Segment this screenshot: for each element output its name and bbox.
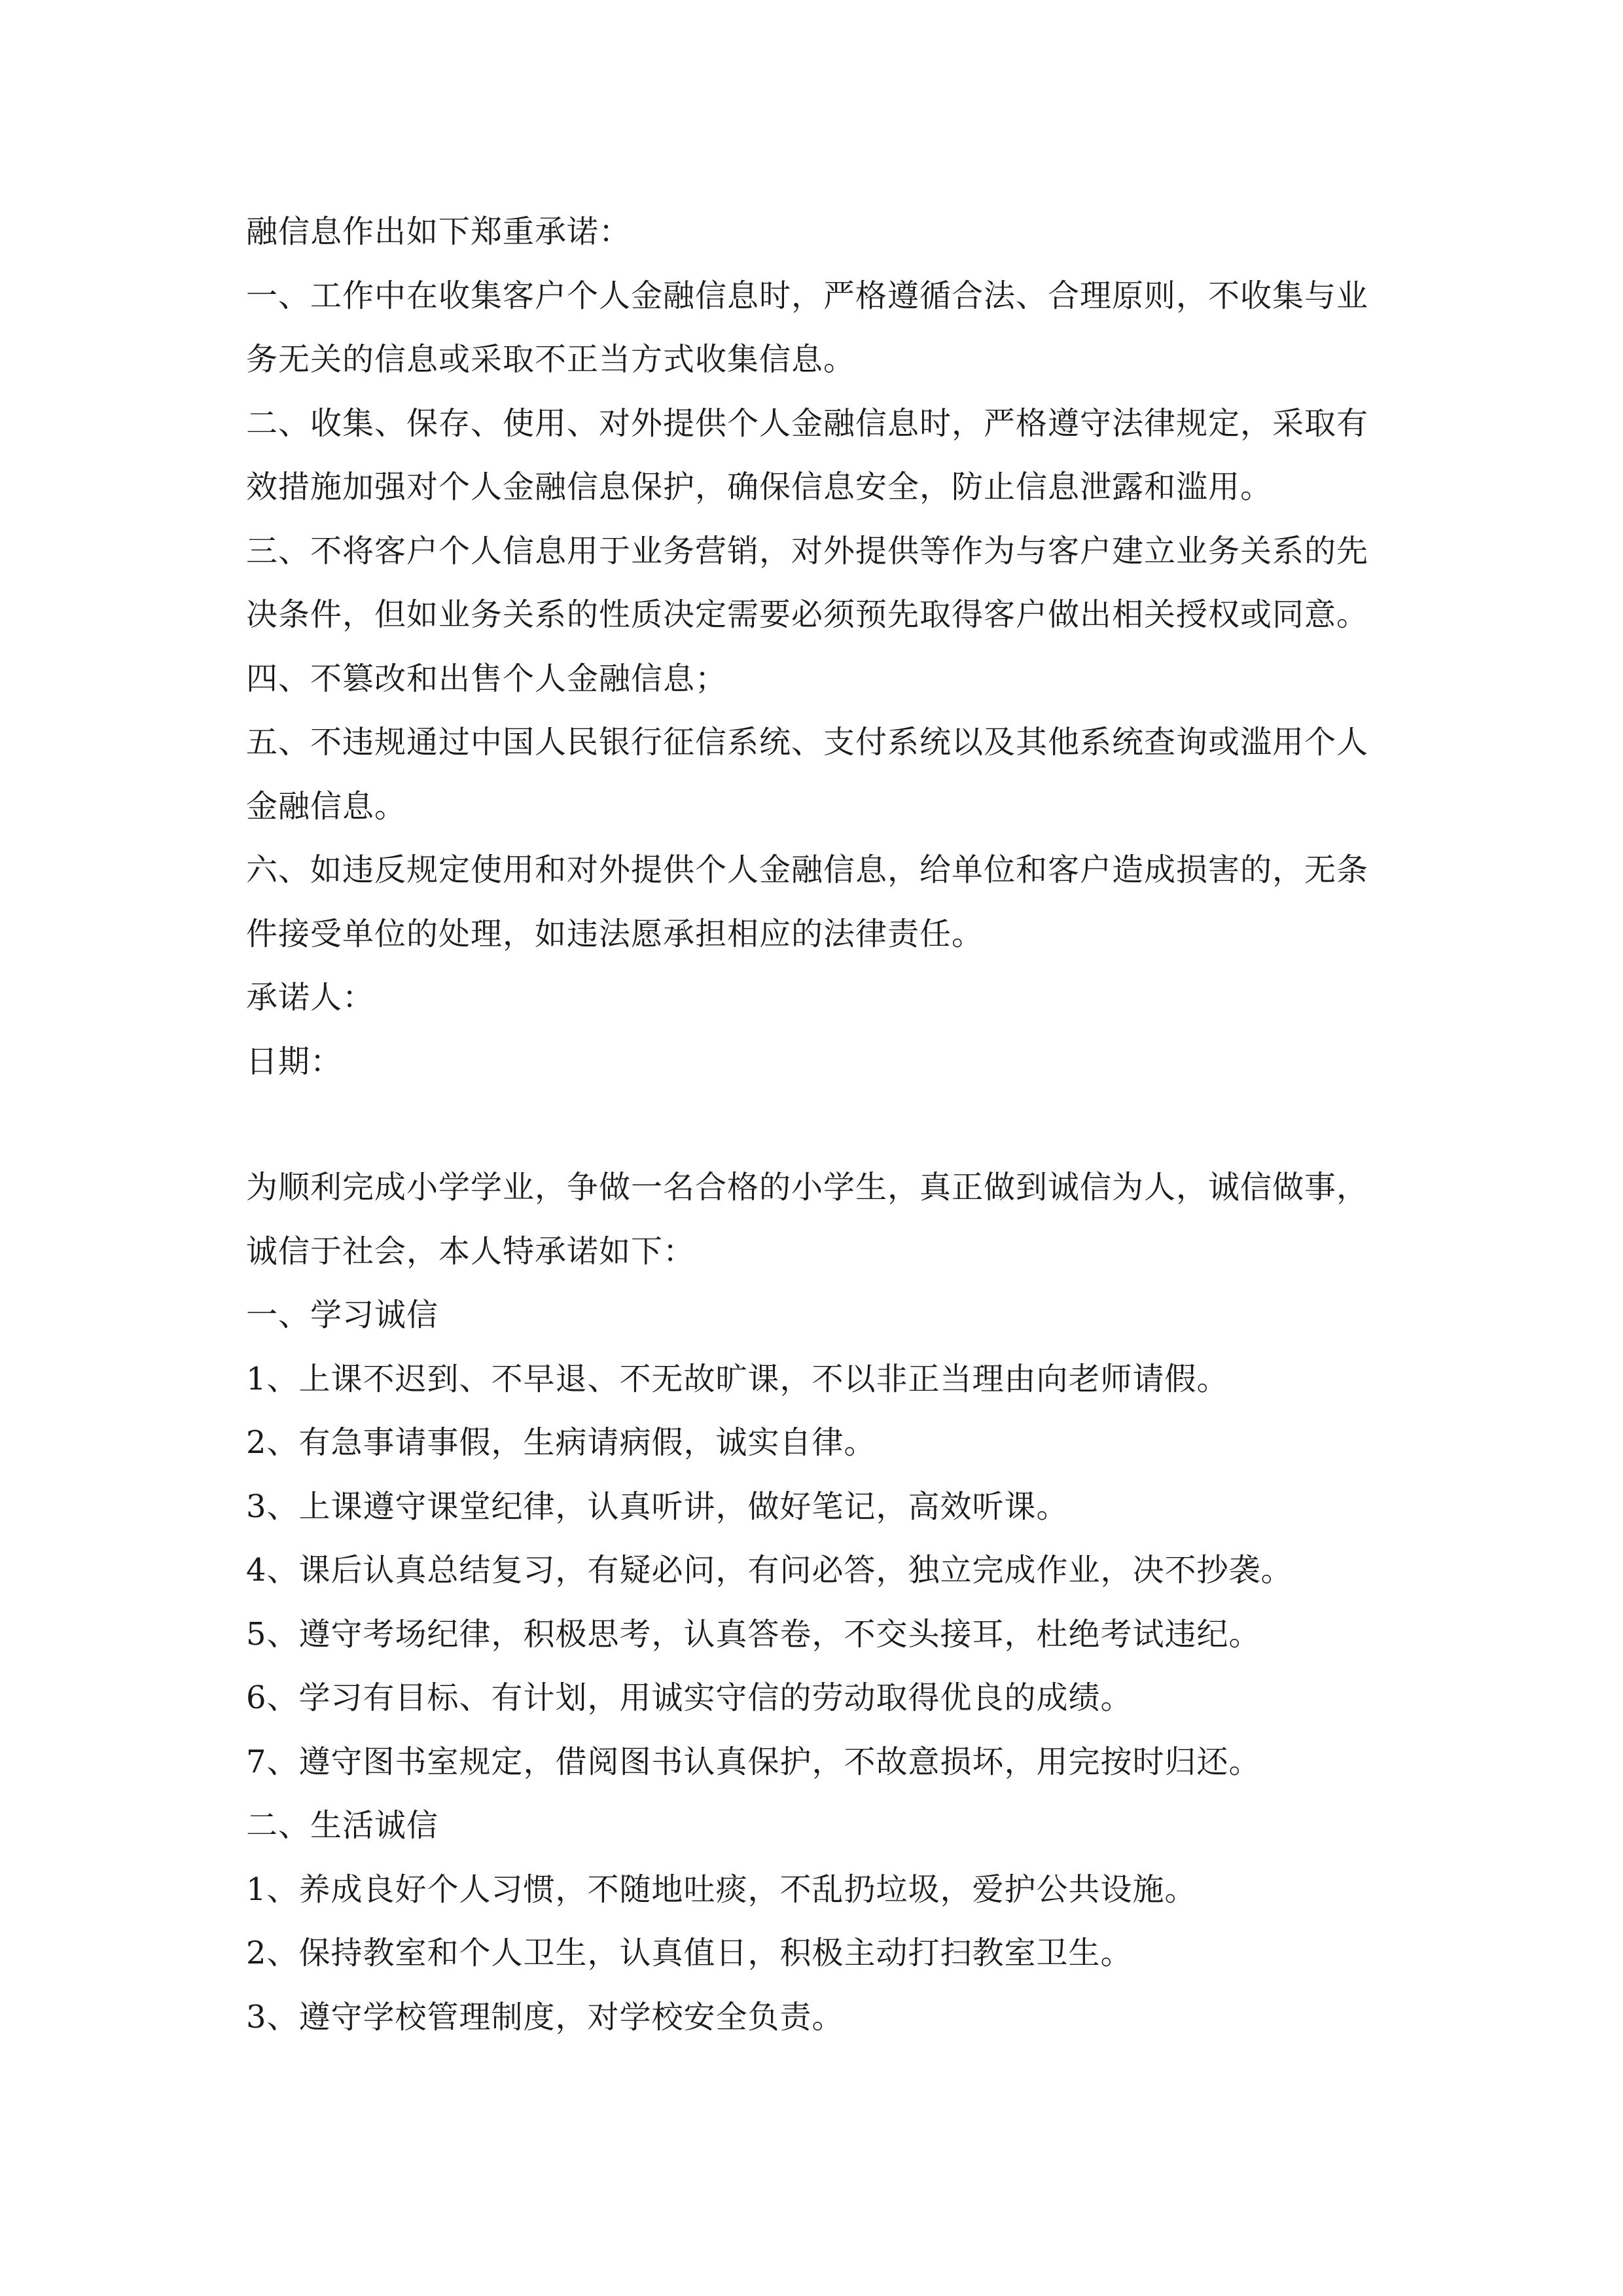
text-line: 效措施加强对个人金融信息保护，确保信息安全，防止信息泄露和滥用。 (246, 469, 1273, 505)
date-label: 日期： (246, 1043, 343, 1080)
list-item: 1、上课不迟到、不早退、不无故旷课，不以非正当理由向老师请假。 (246, 1360, 1229, 1397)
text-line: 三、不将客户个人信息用于业务营销，对外提供等作为与客户建立业务关系的先 (246, 532, 1369, 569)
list-item: 7、遵守图书室规定，借阅图书认真保护，不故意损坏，用完按时归还。 (246, 1743, 1261, 1780)
list-item: 3、上课遵守课堂纪律，认真听讲，做好笔记，高效听课。 (246, 1488, 1069, 1525)
text-line: 融信息作出如下郑重承诺： (246, 213, 632, 250)
text-line: 五、不违规通过中国人民银行征信系统、支付系统以及其他系统查询或滥用个人 (246, 724, 1369, 761)
text-line: 件接受单位的处理，如违法愿承担相应的法律责任。 (246, 915, 984, 952)
list-item: 2、保持教室和个人卫生，认真值日，积极主动打扫教室卫生。 (246, 1935, 1133, 1971)
text-line: 一、工作中在收集客户个人金融信息时，严格遵循合法、合理原则，不收集与业 (246, 277, 1369, 314)
text-line: 金融信息。 (246, 787, 407, 825)
text-line: 决条件，但如业务关系的性质决定需要必须预先取得客户做出相关授权或同意。 (246, 596, 1369, 633)
text-line: 务无关的信息或采取不正当方式收集信息。 (246, 341, 856, 378)
text-line: 四、不篡改和出售个人金融信息； (246, 660, 728, 697)
text-line: 二、收集、保存、使用、对外提供个人金融信息时，严格遵守法律规定，采取有 (246, 404, 1369, 442)
list-item: 4、课后认真总结复习，有疑必问，有问必答，独立完成作业，决不抄袭。 (246, 1552, 1293, 1588)
text-line: 为顺利完成小学学业，争做一名合格的小学生，真正做到诚信为人，诚信做事， (246, 1169, 1369, 1206)
list-item: 6、学习有目标、有计划，用诚实守信的劳动取得优良的成绩。 (246, 1679, 1133, 1716)
list-item: 5、遵守考场纪律，积极思考，认真答卷，不交头接耳，杜绝考试违纪。 (246, 1615, 1261, 1653)
list-item: 2、有急事请事假，生病请病假，诚实自律。 (246, 1424, 876, 1461)
commitment-section-student (246, 1156, 1404, 2049)
section-heading: 一、学习诚信 (246, 1297, 439, 1333)
commitment-section-financial (246, 200, 1404, 1094)
list-item: 1、养成良好个人习惯，不随地吐痰，不乱扔垃圾，爱护公共设施。 (246, 1871, 1197, 1908)
signer-label: 承诺人： (246, 979, 375, 1016)
list-item: 3、遵守学校管理制度，对学校安全负责。 (246, 1998, 844, 2036)
text-line: 六、如违反规定使用和对外提供个人金融信息，给单位和客户造成损害的，无条 (246, 852, 1369, 888)
section-heading: 二、生活诚信 (246, 1807, 439, 1844)
text-line: 诚信于社会，本人特承诺如下： (246, 1232, 696, 1270)
